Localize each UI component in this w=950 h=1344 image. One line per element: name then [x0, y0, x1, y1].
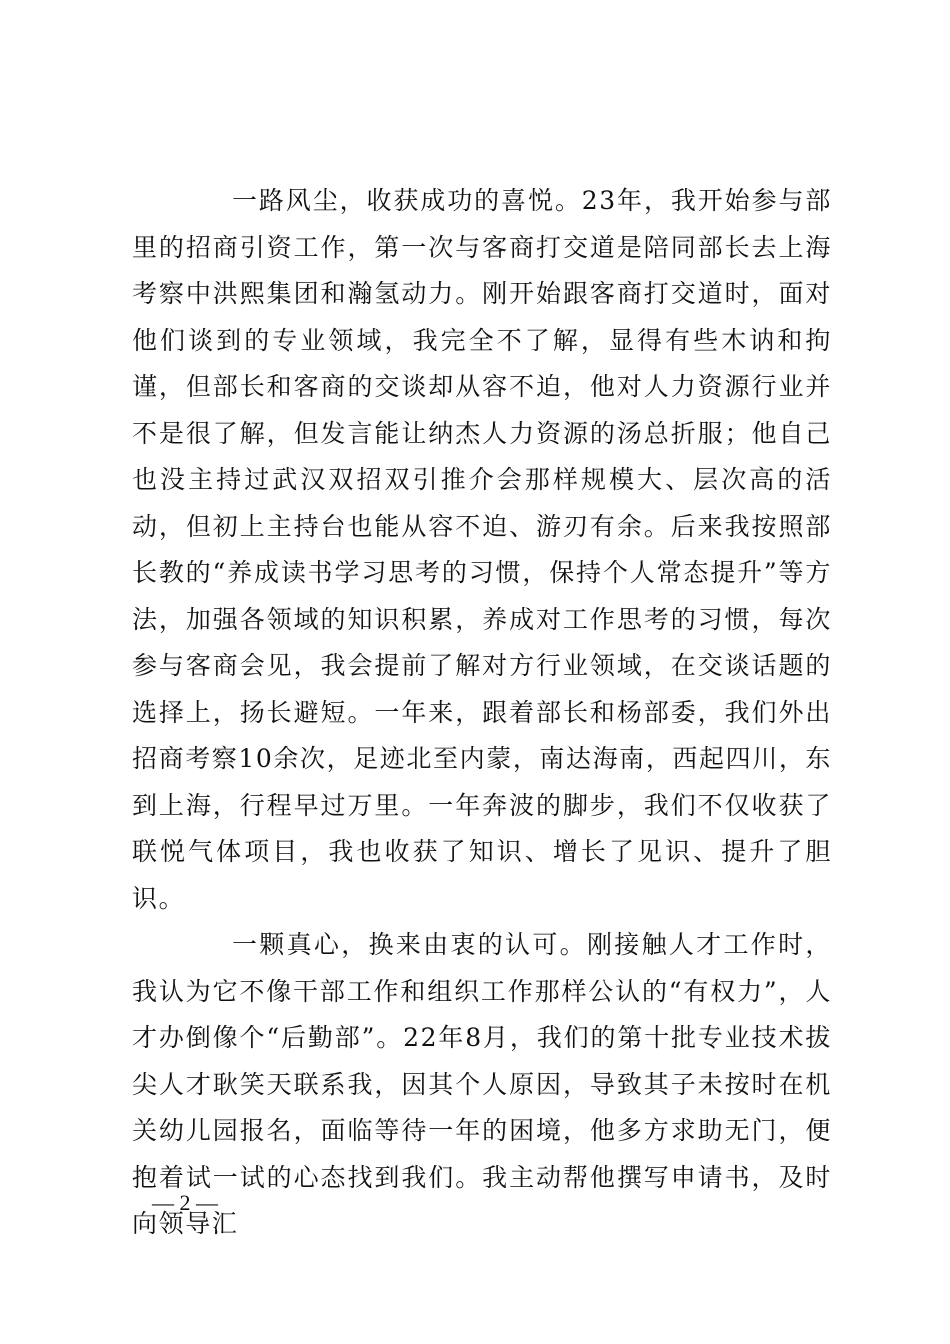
paragraph-investment-work: 一路风尘，收获成功的喜悦。23年，我开始参与部里的招商引资工作，第一次与客商打交道是陪同部长去上海考察中洪熙集团和瀚氢动力。刚开始跟客商打交道时，面对他们谈到的专业领域，我完全不了解，显得有些木讷和拘谨，但部长和客商的交谈却从容不迫，他对人力资源行业并不是很了解，但发言能让纳杰人力资源的汤总折服；他自己也没主持过武汉双招双引推介会那样规模大、层次高的活动，但初上主持台也能从容不迫、游刃有余。后来我按照部长教的“养成读书学习思考的习惯，保持个人常态提升”等方法，加强各领域的知识积累，养成对工作思考的习惯，每次参与客商会见，我会提前了解对方行业领域，在交谈话题的选择上，扬长避短。一年来，跟着部长和杨部委，我们外出招商考察10余次，足迹北至内蒙，南达海南，西起四川，东到上海，行程早过万里。一年奔波的脚步，我们不仅收获了联悦气体项目，我也收获了知识、增长了见识、提升了胆识。 — [132, 186, 833, 913]
paragraph-talent-work: 一颗真心，换来由衷的认可。刚接触人才工作时，我认为它不像干部工作和组织工作那样公认的“有权力”，人才办倒像个“后勤部”。22年8月，我们的第十批专业技术拔尖人才耿笑天联系我，因其个人原因，导致其子未按时在机关幼儿园报名，面临等待一年的困境，他多方求助无门，便抱着试一试的心态找到我们。我主动帮他撰写申请书，及时向领导汇 — [132, 930, 832, 1238]
document-body — [132, 178, 832, 1248]
page-number: — 2 — — [152, 1190, 218, 1215]
